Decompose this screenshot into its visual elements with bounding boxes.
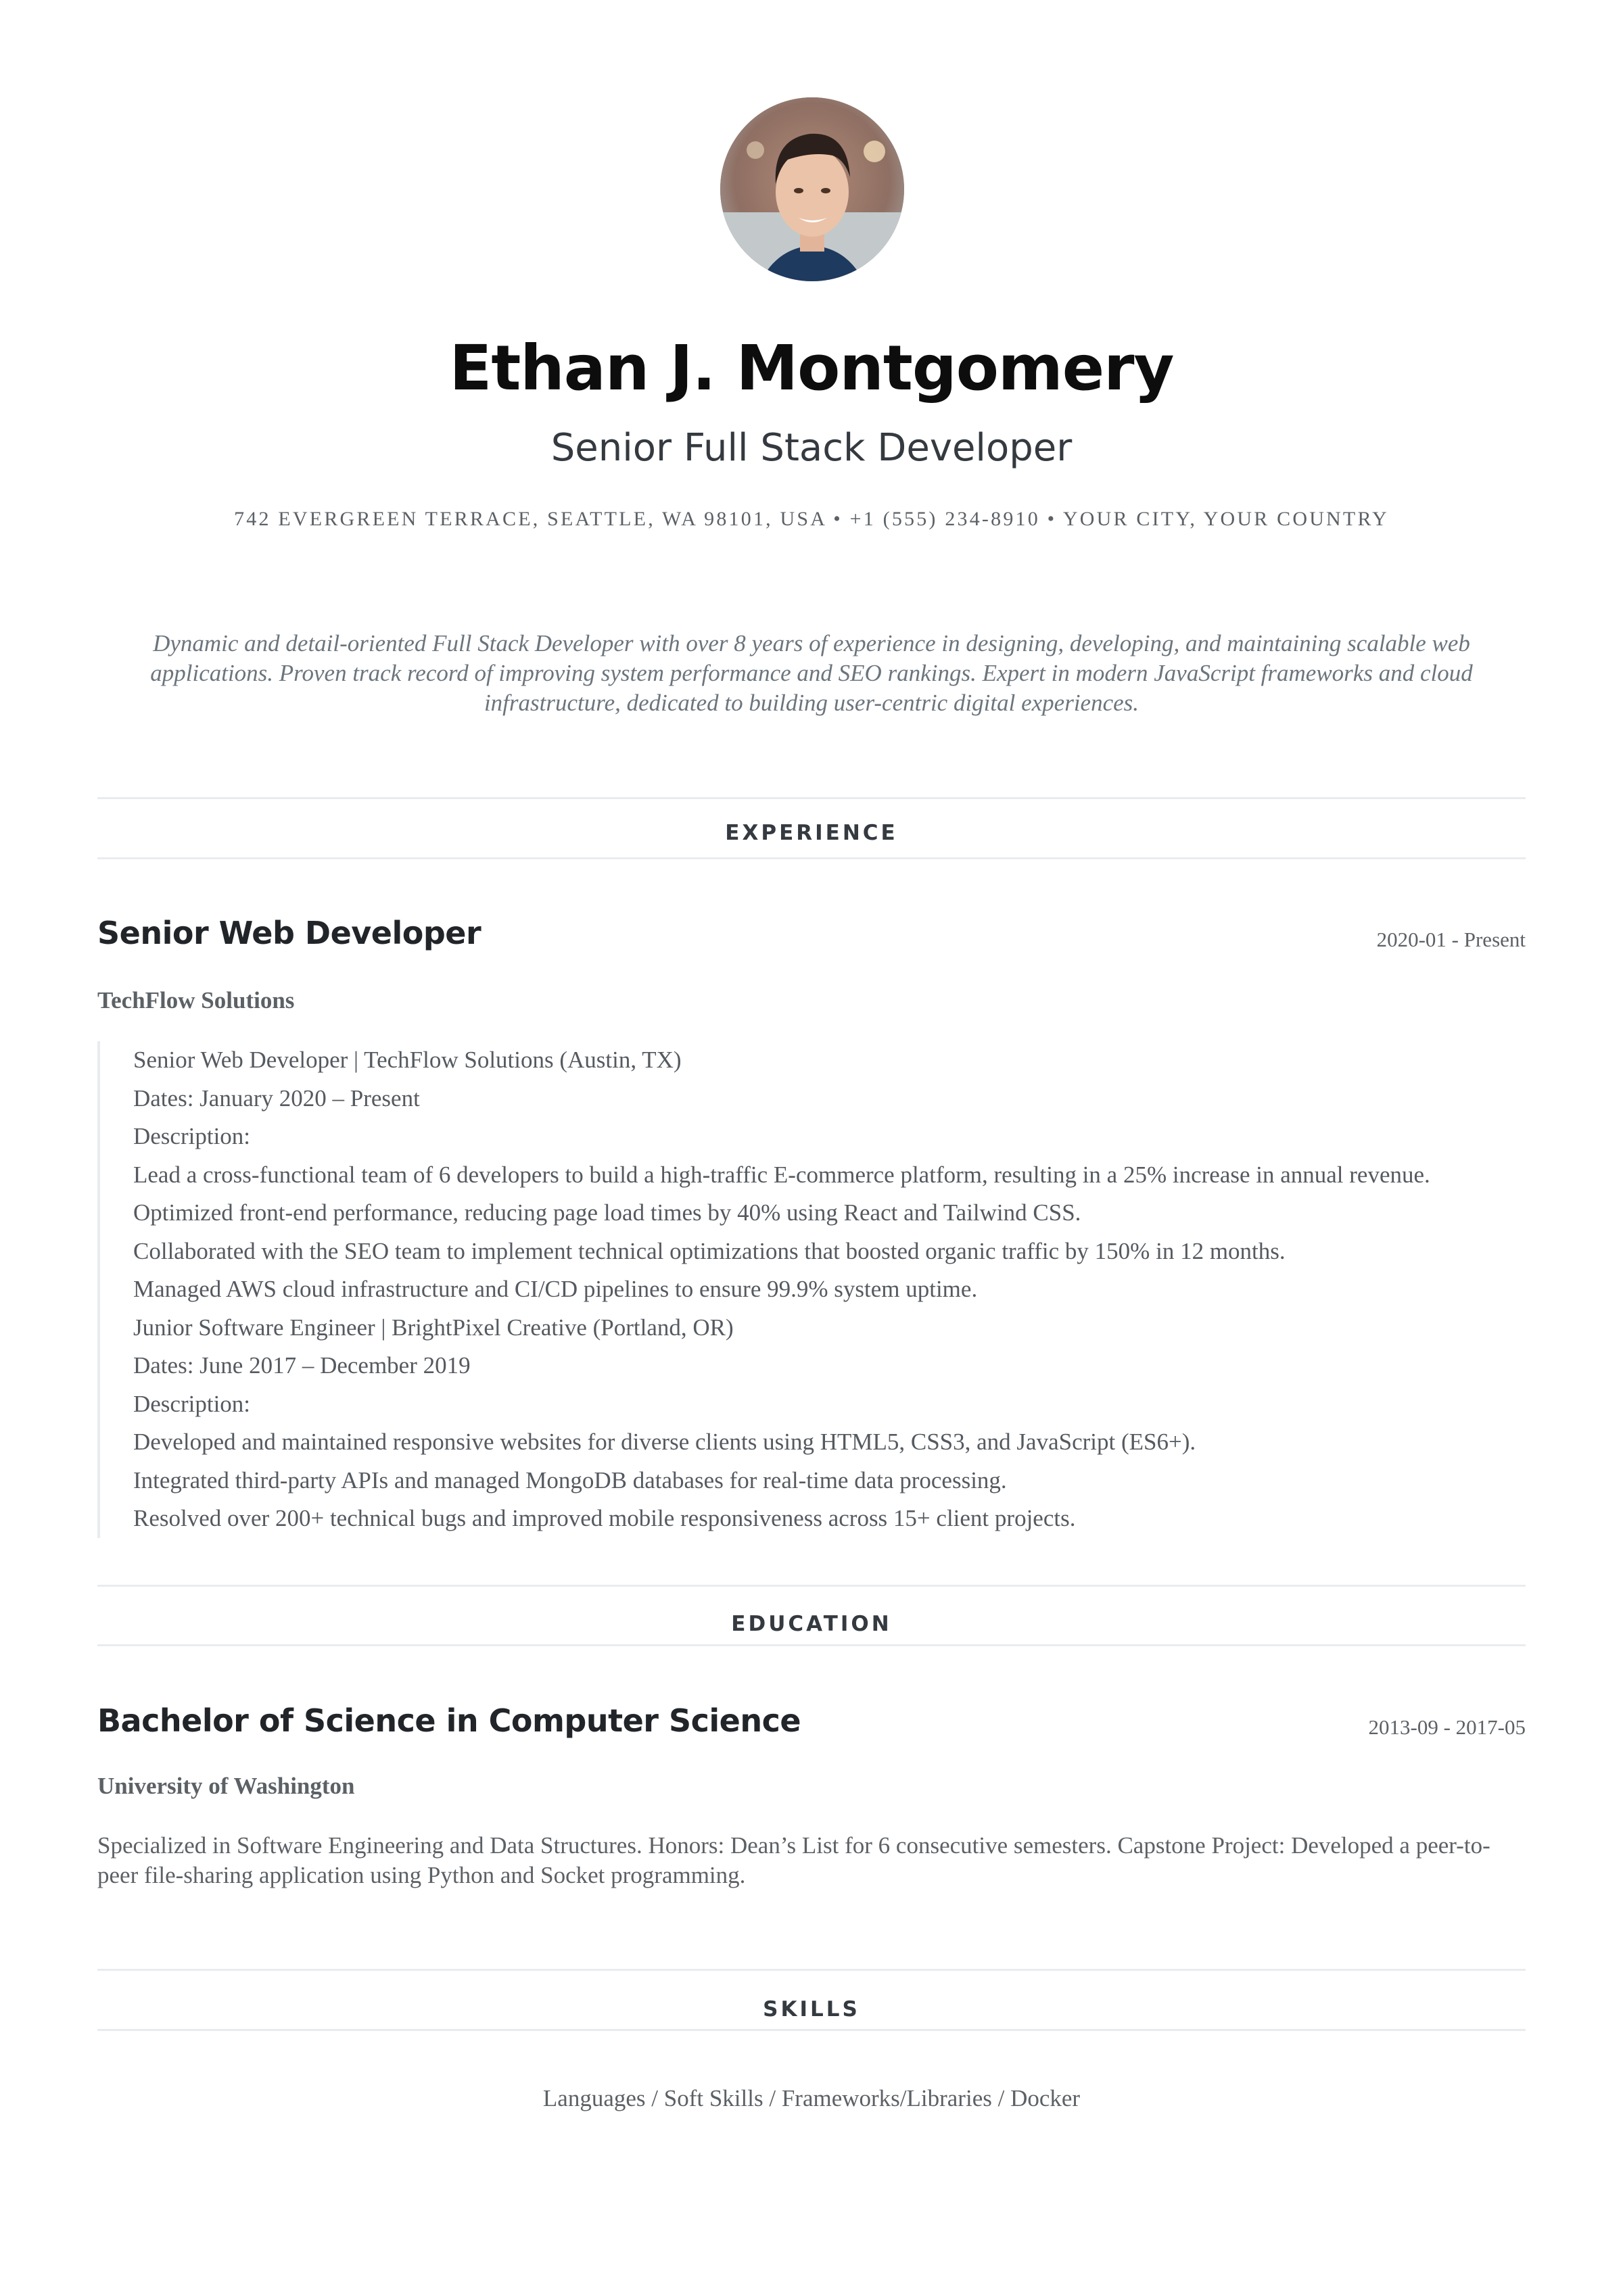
detail-line: Senior Web Developer | TechFlow Solutions (Austin, TX)	[133, 1047, 682, 1073]
section-divider-bottom	[97, 2029, 1526, 2031]
detail-line: Integrated third-party APIs and managed MongoDB databases for real-time data processing.	[133, 1466, 1007, 1493]
education-dates: 2013-09 - 2017-05	[1368, 1715, 1526, 1739]
skills-list: Languages / Soft Skills / Frameworks/Libraries / Docker	[542, 2085, 1081, 2111]
detail-line: Resolved over 200+ technical bugs and improved mobile responsiveness across 15+ client projects.	[133, 1505, 1076, 1531]
detail-line: Developed and maintained responsive websites for diverse clients using HTML5, CSS3, and JavaScript (ES6+).	[133, 1429, 1196, 1455]
contact-info: 742 EVERGREEN TERRACE, SEATTLE, WA 98101, USA • +1 (555) 234-8910 • YOUR CITY, YOUR COUNTRY	[234, 508, 1389, 530]
section-divider-bottom	[97, 1644, 1526, 1646]
job-dates: 2020-01 - Present	[1376, 928, 1526, 951]
detail-line: Managed AWS cloud infrastructure and CI/CD pipelines to ensure 99.9% system uptime.	[133, 1276, 978, 1302]
detail-line: Junior Software Engineer | BrightPixel Creative (Portland, OR)	[133, 1314, 734, 1341]
education-description: Specialized in Software Engineering and Data Structures. Honors: Dean’s List for 6 consecutive semesters. Capstone Project: Developed a peer-to-peer file-sharing application using Python and Socket programming.	[97, 1832, 1490, 1888]
school-name: University of Washington	[97, 1773, 355, 1799]
profile-photo	[720, 97, 904, 281]
degree-title: Bachelor of Science in Computer Science	[97, 1702, 801, 1739]
profile-summary: Dynamic and detail-oriented Full Stack Developer with over 8 years of experience in designing, developing, and maintaining scalable web applications. Proven track record of improving system performance and SEO rankings. Expert in modern JavaScript frameworks and cloud infrastructure, dedicated to building user-centric digital experiences.	[150, 630, 1473, 716]
detail-line: Description:	[133, 1390, 251, 1417]
section-title-experience: EXPERIENCE	[725, 821, 898, 845]
detail-line: Collaborated with the SEO team to implement technical optimizations that boosted organic traffic by 150% in 12 months.	[133, 1237, 1286, 1264]
job-title: Senior Web Developer	[97, 915, 481, 951]
detail-line: Dates: January 2020 – Present	[133, 1084, 420, 1111]
avatar	[720, 97, 904, 281]
section-divider-top	[97, 797, 1526, 799]
candidate-name: Ethan J. Montgomery	[449, 332, 1174, 404]
candidate-title: Senior Full Stack Developer	[550, 426, 1073, 470]
detail-line: Dates: June 2017 – December 2019	[133, 1352, 471, 1379]
section-title-education: EDUCATION	[731, 1612, 892, 1636]
section-divider-top	[97, 1969, 1526, 1971]
detail-line: Description:	[133, 1123, 251, 1149]
detail-line: Optimized front-end performance, reducing page load times by 40% using React and Tailwind CSS.	[133, 1199, 1081, 1226]
company-name: TechFlow Solutions	[97, 987, 295, 1013]
job-details	[97, 1041, 1553, 1538]
detail-line: Lead a cross-functional team of 6 developers to build a high-traffic E-commerce platform, resulting in a 25% increase in annual revenue.	[133, 1161, 1430, 1188]
section-divider-top	[97, 1585, 1526, 1587]
section-title-skills: SKILLS	[763, 1997, 860, 2022]
section-divider-bottom	[97, 857, 1526, 859]
